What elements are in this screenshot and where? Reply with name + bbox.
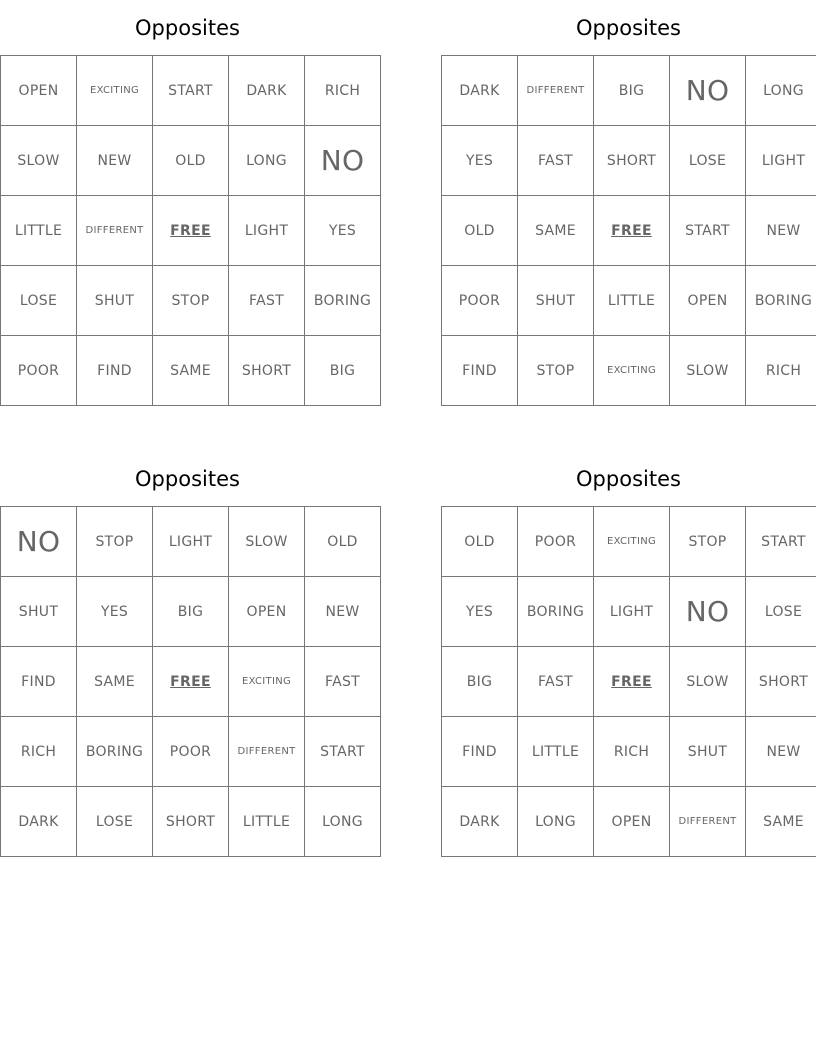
bingo-grid: [0, 55, 381, 406]
bingo-cell: NO: [1, 507, 77, 577]
bingo-cell: DIFFERENT: [670, 787, 746, 857]
grid-row: [442, 507, 816, 577]
grid-row: [442, 336, 816, 406]
bingo-cell: LITTLE: [518, 717, 594, 787]
bingo-cell: LIGHT: [746, 126, 816, 196]
bingo-cell: BIG: [594, 56, 670, 126]
bingo-cell: SHUT: [1, 577, 77, 647]
bingo-cell: FIND: [442, 336, 518, 406]
bingo-cell: YES: [442, 577, 518, 647]
bingo-cell: EXCITING: [594, 507, 670, 577]
bingo-cell: RICH: [594, 717, 670, 787]
free-cell: FREE: [594, 196, 670, 266]
bingo-cell: BIG: [442, 647, 518, 717]
bingo-cell: SLOW: [1, 126, 77, 196]
bingo-cell: FIND: [442, 717, 518, 787]
bingo-cell: SAME: [77, 647, 153, 717]
bingo-cell: OLD: [442, 507, 518, 577]
bingo-cell: OLD: [153, 126, 229, 196]
card-title: Opposites: [135, 16, 240, 40]
bingo-card-4: [441, 451, 816, 871]
grid-row: [1, 647, 381, 717]
bingo-cell: OPEN: [1, 56, 77, 126]
bingo-grid: [441, 506, 816, 857]
bingo-cell: BORING: [746, 266, 816, 336]
bingo-cell: EXCITING: [77, 56, 153, 126]
bingo-cell: OLD: [305, 507, 381, 577]
bingo-card-1: [0, 0, 375, 420]
bingo-cell: DIFFERENT: [518, 56, 594, 126]
bingo-cell: LONG: [305, 787, 381, 857]
bingo-cell: RICH: [305, 56, 381, 126]
bingo-cell: DIFFERENT: [229, 717, 305, 787]
grid-row: [1, 787, 381, 857]
card-title: Opposites: [576, 16, 681, 40]
bingo-card-3: [0, 451, 375, 871]
bingo-cell: BORING: [305, 266, 381, 336]
bingo-cell: DARK: [1, 787, 77, 857]
bingo-cell: LIGHT: [229, 196, 305, 266]
bingo-cell: POOR: [442, 266, 518, 336]
grid-row: [442, 577, 816, 647]
bingo-cell: SHUT: [77, 266, 153, 336]
bingo-cell: SLOW: [229, 507, 305, 577]
grid-row: [442, 717, 816, 787]
bingo-cell: STOP: [518, 336, 594, 406]
bingo-cell: STOP: [77, 507, 153, 577]
bingo-cell: FAST: [518, 647, 594, 717]
card-title: Opposites: [135, 467, 240, 491]
bingo-cell: START: [153, 56, 229, 126]
bingo-cell: POOR: [1, 336, 77, 406]
grid-row: [1, 266, 381, 336]
bingo-cell: OPEN: [670, 266, 746, 336]
bingo-cell: SHORT: [229, 336, 305, 406]
bingo-cell: YES: [442, 126, 518, 196]
bingo-cell: NEW: [746, 717, 816, 787]
grid-row: [442, 787, 816, 857]
bingo-grid: [441, 55, 816, 406]
bingo-cell: START: [746, 507, 816, 577]
bingo-cell: BORING: [77, 717, 153, 787]
card-title: Opposites: [576, 467, 681, 491]
bingo-cell: NEW: [746, 196, 816, 266]
bingo-cell: YES: [77, 577, 153, 647]
bingo-cell: YES: [305, 196, 381, 266]
bingo-cell: DARK: [442, 56, 518, 126]
bingo-cell: LIGHT: [594, 577, 670, 647]
bingo-cell: RICH: [746, 336, 816, 406]
grid-row: [1, 507, 381, 577]
bingo-cell: LITTLE: [594, 266, 670, 336]
bingo-cell: NEW: [77, 126, 153, 196]
bingo-cell: RICH: [1, 717, 77, 787]
bingo-cell: LOSE: [670, 126, 746, 196]
bingo-cell: FIND: [77, 336, 153, 406]
free-cell: FREE: [153, 647, 229, 717]
bingo-cell: FIND: [1, 647, 77, 717]
bingo-cell: LOSE: [77, 787, 153, 857]
bingo-cell: BORING: [518, 577, 594, 647]
bingo-cell: EXCITING: [229, 647, 305, 717]
bingo-cell: DARK: [442, 787, 518, 857]
bingo-cell: POOR: [153, 717, 229, 787]
grid-row: [1, 717, 381, 787]
bingo-cell: LONG: [229, 126, 305, 196]
grid-row: [1, 126, 381, 196]
bingo-grid: [0, 506, 381, 857]
bingo-cell: POOR: [518, 507, 594, 577]
bingo-cell: STOP: [153, 266, 229, 336]
bingo-cell: LITTLE: [1, 196, 77, 266]
bingo-cell: SAME: [746, 787, 816, 857]
bingo-cell: DIFFERENT: [77, 196, 153, 266]
bingo-cell: SHUT: [518, 266, 594, 336]
bingo-cell: SHUT: [670, 717, 746, 787]
bingo-cell: EXCITING: [594, 336, 670, 406]
bingo-cell: SHORT: [594, 126, 670, 196]
bingo-cell: NO: [670, 56, 746, 126]
bingo-cell: LONG: [518, 787, 594, 857]
bingo-cell: BIG: [305, 336, 381, 406]
bingo-cell: OLD: [442, 196, 518, 266]
bingo-cell: SHORT: [153, 787, 229, 857]
bingo-cell: NEW: [305, 577, 381, 647]
grid-row: [1, 196, 381, 266]
bingo-cell: FAST: [518, 126, 594, 196]
free-cell: FREE: [153, 196, 229, 266]
grid-row: [442, 266, 816, 336]
bingo-cell: SLOW: [670, 336, 746, 406]
bingo-cell: OPEN: [594, 787, 670, 857]
bingo-cell: SAME: [153, 336, 229, 406]
bingo-cell: START: [670, 196, 746, 266]
bingo-cell: STOP: [670, 507, 746, 577]
bingo-cell: NO: [670, 577, 746, 647]
bingo-card-2: [441, 0, 816, 420]
bingo-cell: DARK: [229, 56, 305, 126]
bingo-cell: SHORT: [746, 647, 816, 717]
bingo-cell: NO: [305, 126, 381, 196]
bingo-cell: BIG: [153, 577, 229, 647]
grid-row: [442, 126, 816, 196]
grid-row: [1, 336, 381, 406]
bingo-cell: OPEN: [229, 577, 305, 647]
grid-row: [442, 56, 816, 126]
bingo-cell: LOSE: [1, 266, 77, 336]
bingo-cell: LONG: [746, 56, 816, 126]
grid-row: [1, 56, 381, 126]
bingo-cell: LOSE: [746, 577, 816, 647]
bingo-cell: LIGHT: [153, 507, 229, 577]
grid-row: [1, 577, 381, 647]
bingo-cell: SAME: [518, 196, 594, 266]
bingo-cell: START: [305, 717, 381, 787]
grid-row: [442, 647, 816, 717]
grid-row: [442, 196, 816, 266]
bingo-cell: FAST: [305, 647, 381, 717]
bingo-cell: FAST: [229, 266, 305, 336]
bingo-cell: SLOW: [670, 647, 746, 717]
bingo-cell: LITTLE: [229, 787, 305, 857]
free-cell: FREE: [594, 647, 670, 717]
